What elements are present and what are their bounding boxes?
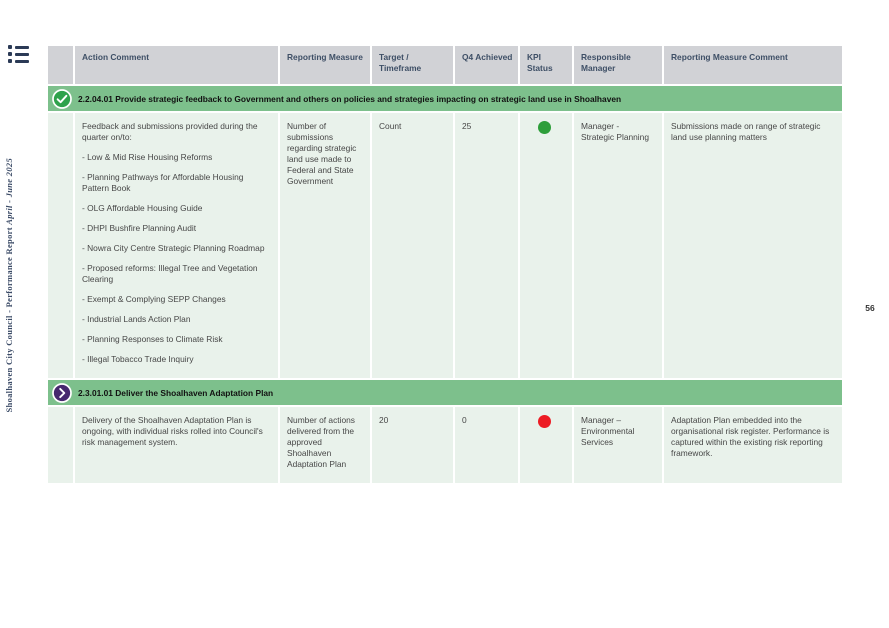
row-icon-cell <box>48 113 73 378</box>
kpi-status-dot <box>538 121 551 134</box>
action-comment-item: - Nowra City Centre Strategic Planning Roadmap <box>82 243 265 253</box>
kpi-status-cell <box>520 407 572 483</box>
performance-report-table <box>48 46 842 485</box>
sidebar-period-text: April - June 2025 <box>4 158 14 225</box>
responsible-manager-cell: Manager - Strategic Planning <box>574 113 662 378</box>
reporting-measure-cell: Number of actions delivered from the approved Shoalhaven Adaptation Plan <box>280 407 370 483</box>
header-responsible-manager: Responsible Manager <box>574 46 662 84</box>
header-reporting-measure: Reporting Measure <box>280 46 370 84</box>
action-comment-intro: Delivery of the Shoalhaven Adaptation Plan is ongoing, with individual risks rolled into Council's risk management system. <box>82 415 263 447</box>
table-row <box>48 113 842 378</box>
action-comment-item: - Exempt & Complying SEPP Changes <box>82 294 226 304</box>
table-row <box>48 407 842 483</box>
action-comment-intro: Feedback and submissions provided during the quarter on/to: <box>82 121 258 142</box>
page-number: 56 <box>865 303 875 313</box>
reporting-measure-cell: Number of submissions regarding strategic land use made to Federal and State Government <box>280 113 370 378</box>
check-circle-icon <box>52 89 72 109</box>
responsible-manager-cell: Manager – Environmental Services <box>574 407 662 483</box>
chevron-right-circle-icon <box>52 383 72 403</box>
table-header-row <box>48 46 842 84</box>
q4-achieved-cell: 25 <box>455 113 518 378</box>
list-icon-row <box>8 59 30 63</box>
sidebar-title-text: Shoalhaven City Council - Performance Report <box>4 224 14 413</box>
kpi-status-dot <box>538 415 551 428</box>
header-q4-achieved: Q4 Achieved <box>455 46 518 84</box>
action-comment-item: - Illegal Tobacco Trade Inquiry <box>82 354 194 364</box>
section-heading-text: 2.3.01.01 Deliver the Shoalhaven Adaptation Plan <box>78 387 274 398</box>
q4-achieved-cell: 0 <box>455 407 518 483</box>
action-comment-item: - Proposed reforms: Illegal Tree and Vegetation Clearing <box>82 263 258 284</box>
action-comment-cell <box>75 113 278 378</box>
action-comment-item: - Planning Pathways for Affordable Housing Pattern Book <box>82 172 244 193</box>
target-timeframe-cell: 20 <box>372 407 453 483</box>
list-icon[interactable] <box>8 45 30 63</box>
header-cell-icon-column <box>48 46 73 84</box>
action-comment-item: - DHPI Bushfire Planning Audit <box>82 223 197 233</box>
header-reporting-measure-comment: Reporting Measure Comment <box>664 46 842 84</box>
header-target-timeframe: Target / Timeframe <box>372 46 453 84</box>
section-heading-text: 2.2.04.01 Provide strategic feedback to Government and others on policies and strategies impacting on strategic land use in Shoalhaven <box>78 93 622 104</box>
action-comment-item: - Industrial Lands Action Plan <box>82 314 191 324</box>
kpi-status-cell <box>520 113 572 378</box>
action-comment-item: - Low & Mid Rise Housing Reforms <box>82 152 213 162</box>
list-icon-row <box>8 45 30 49</box>
header-action-comment: Action Comment <box>75 46 278 84</box>
sidebar-report-title <box>4 158 14 412</box>
target-timeframe-cell: Count <box>372 113 453 378</box>
action-comment-item: - Planning Responses to Climate Risk <box>82 334 223 344</box>
reporting-measure-comment-cell: Adaptation Plan embedded into the organisational risk register. Performance is captured within the existing risk reporting framework. <box>664 407 842 483</box>
action-comment-cell <box>75 407 278 483</box>
reporting-measure-comment-cell: Submissions made on range of strategic land use planning matters <box>664 113 842 378</box>
section-heading-2-2-04-01 <box>48 86 842 111</box>
action-comment-item: - OLG Affordable Housing Guide <box>82 203 203 213</box>
header-kpi-status: KPI Status <box>520 46 572 84</box>
section-heading-2-3-01-01 <box>48 380 842 405</box>
list-icon-row <box>8 52 30 56</box>
row-icon-cell <box>48 407 73 483</box>
